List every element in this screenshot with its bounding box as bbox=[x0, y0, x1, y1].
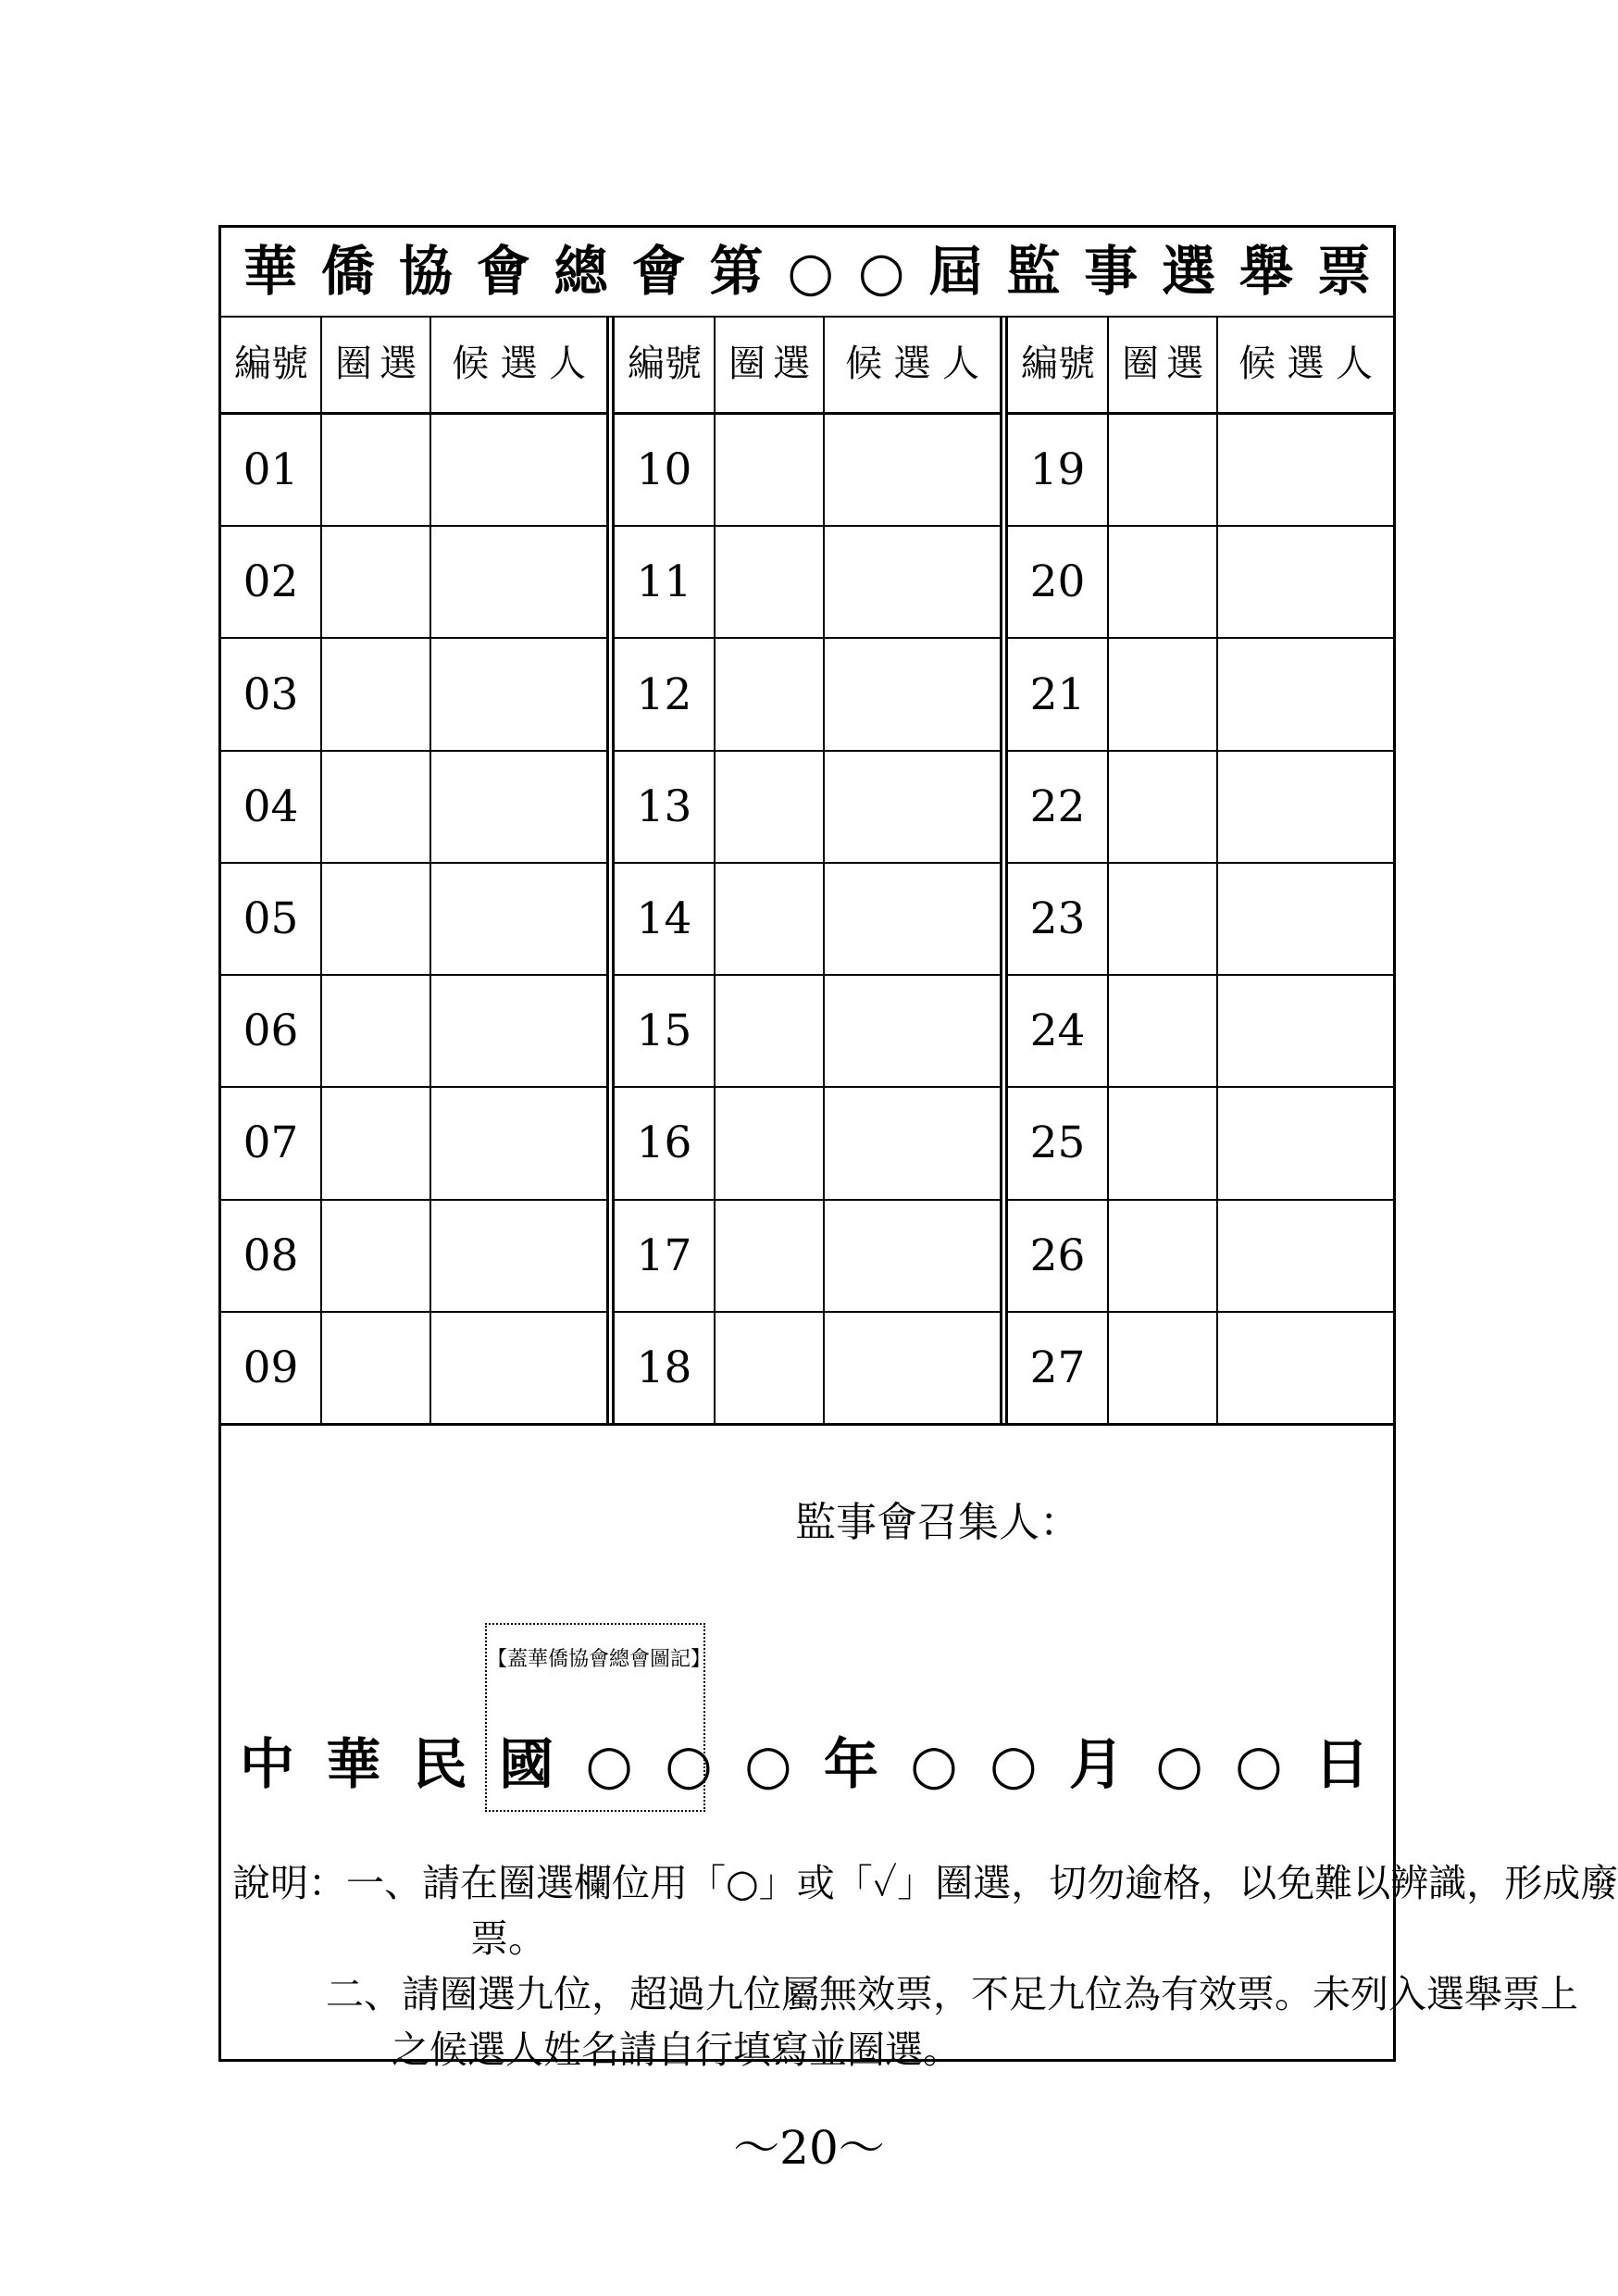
candidate-name-cell[interactable] bbox=[1218, 752, 1393, 862]
seal-placeholder-label: 【蓋華僑協會總會圖記】 bbox=[487, 1648, 712, 1671]
candidate-rows-3 bbox=[1008, 415, 1393, 1423]
candidate-row bbox=[1008, 639, 1393, 751]
ballot-title: 華僑協會總會第○○屆監事選舉票 bbox=[221, 228, 1393, 318]
circle-selection-cell[interactable] bbox=[322, 1313, 431, 1423]
circle-selection-cell[interactable] bbox=[322, 639, 431, 749]
header-candidate: 候選人 bbox=[452, 343, 586, 385]
candidate-name-cell[interactable] bbox=[1218, 415, 1393, 525]
header-number: 編號 bbox=[615, 318, 716, 412]
candidate-number: 19 bbox=[1008, 415, 1109, 525]
candidate-name-cell[interactable] bbox=[431, 976, 606, 1086]
candidate-row bbox=[221, 976, 606, 1088]
candidate-row bbox=[221, 1088, 606, 1200]
candidate-group-1 bbox=[221, 318, 606, 1423]
circle-selection-cell[interactable] bbox=[322, 1088, 431, 1198]
instruction-line-1: 說明：一、請在圈選欄位用「○」或「✓」圈選，切勿逾格，以免難以辨識，形成廢 bbox=[232, 1861, 1618, 1905]
candidate-number: 08 bbox=[221, 1201, 322, 1311]
circle-selection-cell[interactable] bbox=[716, 864, 825, 974]
candidate-row bbox=[221, 1201, 606, 1313]
footer-area bbox=[221, 1426, 1618, 2072]
candidate-row bbox=[615, 1088, 1000, 1200]
candidate-name-cell[interactable] bbox=[1218, 639, 1393, 749]
candidate-row bbox=[615, 752, 1000, 864]
candidate-row bbox=[221, 527, 606, 639]
circle-selection-cell[interactable] bbox=[716, 639, 825, 749]
header-circle: 圈選 bbox=[322, 318, 431, 412]
candidate-number: 10 bbox=[615, 415, 716, 525]
candidate-number: 13 bbox=[615, 752, 716, 862]
circle-selection-cell[interactable] bbox=[1109, 1313, 1218, 1423]
candidate-number: 04 bbox=[221, 752, 322, 862]
candidate-number: 24 bbox=[1008, 976, 1109, 1086]
candidate-row bbox=[221, 415, 606, 527]
candidate-name-cell[interactable] bbox=[825, 864, 1000, 974]
circle-selection-cell[interactable] bbox=[1109, 752, 1218, 862]
candidate-number: 23 bbox=[1008, 864, 1109, 974]
header-number: 編號 bbox=[1008, 318, 1109, 412]
candidate-number: 06 bbox=[221, 976, 322, 1086]
candidate-number: 12 bbox=[615, 639, 716, 749]
candidate-row bbox=[615, 864, 1000, 976]
candidate-name-cell[interactable] bbox=[431, 1088, 606, 1198]
table-header-row bbox=[221, 318, 606, 415]
circle-selection-cell[interactable] bbox=[322, 1201, 431, 1311]
candidate-number: 03 bbox=[221, 639, 322, 749]
table-header-row bbox=[1008, 318, 1393, 415]
group-divider bbox=[606, 318, 615, 1423]
circle-selection-cell[interactable] bbox=[322, 415, 431, 525]
circle-selection-cell[interactable] bbox=[1109, 1088, 1218, 1198]
header-number: 編號 bbox=[221, 318, 322, 412]
circle-selection-cell[interactable] bbox=[1109, 639, 1218, 749]
candidate-name-cell[interactable] bbox=[825, 639, 1000, 749]
candidate-rows-1 bbox=[221, 415, 606, 1423]
candidate-row bbox=[615, 639, 1000, 751]
candidate-number: 02 bbox=[221, 527, 322, 637]
candidate-name-cell[interactable] bbox=[825, 1201, 1000, 1311]
circle-selection-cell[interactable] bbox=[716, 976, 825, 1086]
candidate-name-cell[interactable] bbox=[431, 1313, 606, 1423]
candidate-table bbox=[221, 318, 1393, 1426]
candidate-name-cell[interactable] bbox=[431, 527, 606, 637]
candidate-row bbox=[221, 1313, 606, 1423]
candidate-number: 18 bbox=[615, 1313, 716, 1423]
ballot-sheet bbox=[218, 225, 1618, 2072]
circle-selection-cell[interactable] bbox=[716, 527, 825, 637]
circle-selection-cell[interactable] bbox=[322, 527, 431, 637]
candidate-row bbox=[1008, 1313, 1393, 1423]
candidate-name-cell[interactable] bbox=[825, 1088, 1000, 1198]
candidate-name-cell[interactable] bbox=[1218, 864, 1393, 974]
circle-selection-cell[interactable] bbox=[1109, 415, 1218, 525]
candidate-name-cell[interactable] bbox=[431, 1201, 606, 1311]
candidate-group-2 bbox=[615, 318, 1000, 1423]
circle-selection-cell[interactable] bbox=[716, 752, 825, 862]
candidate-row bbox=[1008, 1201, 1393, 1313]
candidate-name-cell[interactable] bbox=[431, 415, 606, 525]
header-candidate: 候選人 bbox=[845, 343, 979, 385]
candidate-number: 15 bbox=[615, 976, 716, 1086]
candidate-row bbox=[221, 864, 606, 976]
circle-selection-cell[interactable] bbox=[1109, 527, 1218, 637]
candidate-row bbox=[1008, 527, 1393, 639]
circle-selection-cell[interactable] bbox=[1109, 1201, 1218, 1311]
date-line: 中華民國○○○年○○月○○日 bbox=[240, 1732, 1369, 1796]
group-divider bbox=[1000, 318, 1008, 1423]
candidate-name-cell[interactable] bbox=[431, 752, 606, 862]
instruction-line-3: 二、請圈選九位，超過九位屬無效票，不足九位為有效票。未列入選舉票上 bbox=[326, 1972, 1578, 2016]
candidate-number: 26 bbox=[1008, 1201, 1109, 1311]
candidate-number: 20 bbox=[1008, 527, 1109, 637]
candidate-number: 17 bbox=[615, 1201, 716, 1311]
circle-selection-cell[interactable] bbox=[716, 1201, 825, 1311]
candidate-row bbox=[1008, 1088, 1393, 1200]
instructions bbox=[232, 1855, 1618, 2078]
candidate-row bbox=[615, 527, 1000, 639]
candidate-number: 11 bbox=[615, 527, 716, 637]
candidate-name-cell[interactable] bbox=[1218, 1201, 1393, 1311]
candidate-number: 25 bbox=[1008, 1088, 1109, 1198]
candidate-name-cell[interactable] bbox=[431, 864, 606, 974]
candidate-number: 16 bbox=[615, 1088, 716, 1198]
candidate-name-cell[interactable] bbox=[825, 752, 1000, 862]
candidate-name-cell[interactable] bbox=[1218, 527, 1393, 637]
candidate-name-cell[interactable] bbox=[1218, 976, 1393, 1086]
circle-selection-cell[interactable] bbox=[322, 864, 431, 974]
instruction-line-4: 之候選人姓名請自行填寫並圈選。 bbox=[392, 2028, 961, 2072]
candidate-row bbox=[221, 752, 606, 864]
candidate-number: 07 bbox=[221, 1088, 322, 1198]
candidate-name-cell[interactable] bbox=[825, 1313, 1000, 1423]
candidate-number: 22 bbox=[1008, 752, 1109, 862]
circle-selection-cell[interactable] bbox=[322, 752, 431, 862]
candidate-number: 27 bbox=[1008, 1313, 1109, 1423]
candidate-name-cell[interactable] bbox=[825, 527, 1000, 637]
candidate-name-cell[interactable] bbox=[825, 415, 1000, 525]
convener-label: 監事會召集人： bbox=[795, 1499, 1080, 1546]
candidate-row bbox=[615, 976, 1000, 1088]
candidate-row bbox=[1008, 864, 1393, 976]
circle-selection-cell[interactable] bbox=[716, 1088, 825, 1198]
candidate-name-cell[interactable] bbox=[1218, 1088, 1393, 1198]
circle-selection-cell[interactable] bbox=[1109, 976, 1218, 1086]
header-circle: 圈選 bbox=[1109, 318, 1218, 412]
circle-selection-cell[interactable] bbox=[716, 1313, 825, 1423]
candidate-row bbox=[615, 1313, 1000, 1423]
candidate-number: 01 bbox=[221, 415, 322, 525]
candidate-number: 09 bbox=[221, 1313, 322, 1423]
candidate-group-3 bbox=[1008, 318, 1393, 1423]
candidate-row bbox=[1008, 415, 1393, 527]
table-header-row bbox=[615, 318, 1000, 415]
candidate-name-cell[interactable] bbox=[1218, 1313, 1393, 1423]
candidate-row bbox=[221, 639, 606, 751]
candidate-rows-2 bbox=[615, 415, 1000, 1423]
page-number: ～20～ bbox=[733, 2121, 885, 2175]
candidate-row bbox=[615, 415, 1000, 527]
candidate-row bbox=[1008, 752, 1393, 864]
circle-selection-cell[interactable] bbox=[1109, 864, 1218, 974]
circle-selection-cell[interactable] bbox=[716, 415, 825, 525]
circle-selection-cell[interactable] bbox=[322, 976, 431, 1086]
header-circle: 圈選 bbox=[716, 318, 825, 412]
candidate-number: 14 bbox=[615, 864, 716, 974]
candidate-name-cell[interactable] bbox=[431, 639, 606, 749]
candidate-name-cell[interactable] bbox=[825, 976, 1000, 1086]
candidate-number: 21 bbox=[1008, 639, 1109, 749]
header-candidate: 候選人 bbox=[1238, 343, 1373, 385]
candidate-row bbox=[1008, 976, 1393, 1088]
candidate-number: 05 bbox=[221, 864, 322, 974]
candidate-row bbox=[615, 1201, 1000, 1313]
instruction-line-2: 票。 bbox=[470, 1916, 546, 1961]
